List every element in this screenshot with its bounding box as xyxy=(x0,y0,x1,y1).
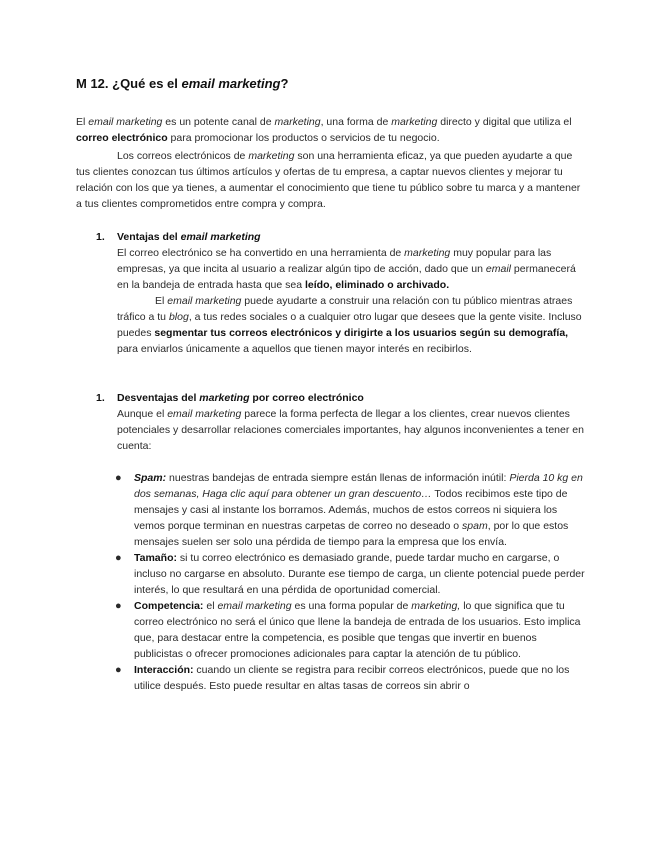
intro-paragraph-2 xyxy=(76,148,581,212)
text-run: directo y digital que utiliza el xyxy=(437,116,572,128)
text-run: es una forma popular de xyxy=(291,600,412,612)
section-title xyxy=(117,392,364,404)
text-run: son una herramienta eficaz, ya que pueden ayudarte a que tus clientes conozcan tus últimos artículos y ofertas de tu empresa, a captar nuevos clientes y mejorar tu relación con los que ya tienes, a aumentar el conocimiento que tiene tu público sobre tu marca y a mantener a tus clientes comprometidos entre compra y compra. xyxy=(76,150,581,210)
text-run: El xyxy=(155,295,168,307)
text-run: email marketing xyxy=(88,116,163,128)
text-run: el xyxy=(203,600,218,612)
bullet-list xyxy=(96,470,586,694)
text-run: lo que significa que tu correo electrónico no será el único que llene la bandeja de entrada de los usuarios. Esto implica que, para destacar entre la competencia, es posible que tengas que invertir en buenos publicistas o ofrecer promociones adicionales para captar la atención de tu público. xyxy=(134,600,581,660)
text-run: , por lo que estos mensajes suelen ser solo una pérdida de tiempo para la empresa que los envía. xyxy=(134,520,569,548)
text-run: email xyxy=(485,263,511,275)
text-run: spam xyxy=(462,520,488,532)
text-run: El correo electrónico se ha convertido en una herramienta de xyxy=(117,247,405,259)
text-run: marketing xyxy=(248,150,295,162)
text-run: Tamaño: xyxy=(134,552,177,564)
text-run: email marketing xyxy=(180,231,261,243)
text-run: para promocionar los productos o servicios de tu negocio. xyxy=(167,132,440,144)
bullet-icon: ● xyxy=(115,600,122,612)
list-item xyxy=(96,550,586,598)
section-heading xyxy=(96,390,586,406)
text-run: Ventajas del xyxy=(117,231,181,243)
text-run: Desventajas del xyxy=(117,392,200,404)
text-run: cuando un cliente se registra para recibir correos electrónicos, puede que no los utilice después. Esto puede resultar en altas tasas de correos sin abrir o xyxy=(134,664,570,692)
text-run: marketing xyxy=(199,392,250,404)
text-run: marketing xyxy=(391,116,438,128)
text-run: segmentar tus correos electrónicos y dirigirte a los usuarios según su demografía, xyxy=(154,327,569,339)
text-run: email marketing xyxy=(167,408,242,420)
text-run: , una forma de xyxy=(320,116,392,128)
section-title xyxy=(117,231,261,243)
text-run: puede ayudarte a construir una relación con tu público mientras atraes tráfico a tu xyxy=(117,295,573,323)
text-run: marketing xyxy=(274,116,321,128)
text-run: email marketing xyxy=(217,600,292,612)
text-run: marketing, xyxy=(411,600,461,612)
intro-paragraph-1 xyxy=(76,114,581,146)
section-heading xyxy=(96,229,586,245)
text-run: muy popular para las empresas, ya que incita al usuario a realizar algún tipo de acción, dado que un xyxy=(117,247,552,275)
text-run: email marketing xyxy=(167,295,242,307)
section-paragraph xyxy=(117,406,586,454)
text-run: , a tus redes sociales o a cualquier otro lugar que desees que la gente visite. Incluso puedes xyxy=(117,311,582,339)
section-paragraph xyxy=(117,293,586,357)
text-run: nuestras bandejas de entrada siempre están llenas de información inútil: xyxy=(166,472,510,484)
text-run: leído, eliminado o archivado. xyxy=(305,279,450,291)
text-run: Los correos electrónicos de xyxy=(117,150,249,162)
section-number: 1. xyxy=(96,231,105,243)
bullet-icon: ● xyxy=(115,664,122,676)
text-run: por correo electrónico xyxy=(249,392,364,404)
section-advantages xyxy=(96,229,586,357)
section-paragraph xyxy=(117,245,586,293)
text-run: El xyxy=(76,116,89,128)
text-run: es un potente canal de xyxy=(162,116,275,128)
text-run: Todos recibimos este tipo de mensajes y casi al instante los borramos. Además, muchos de estos correos ni siquiera los vemos porque terminan en nuestras carpetas de correo no deseado o xyxy=(134,488,568,532)
text-run: blog xyxy=(168,311,189,323)
text-run: correo electrónico xyxy=(76,132,168,144)
list-item xyxy=(96,662,586,694)
bullet-icon: ● xyxy=(115,472,122,484)
text-run: Competencia: xyxy=(134,600,204,612)
list-item xyxy=(96,470,586,550)
section-disadvantages xyxy=(96,390,586,694)
text-run: parece la forma perfecta de llegar a los clientes, crear nuevos clientes potenciales y desarrollar relaciones comerciales importantes, hay algunos inconvenientes a tener en cuenta: xyxy=(117,408,584,452)
text-run: Aunque el xyxy=(117,408,168,420)
text-run: Pierda 10 kg en dos semanas, Haga clic aquí para obtener un gran descuento… xyxy=(134,472,583,500)
text-run: para enviarlos únicamente a aquellos que tienen mayor interés en recibirlos. xyxy=(117,343,472,355)
text-run: permanecerá en la bandeja de entrada hasta que sea xyxy=(117,263,576,291)
text-run: Spam: xyxy=(134,472,167,484)
text-run: Interacción: xyxy=(134,664,194,676)
page-title: M 12. ¿Qué es el email marketing? xyxy=(76,76,289,91)
bullet-icon: ● xyxy=(115,552,122,564)
text-run: si tu correo electrónico es demasiado grande, puede tardar mucho en cargarse, o incluso no cargarse en absoluto. Durante ese tiempo de carga, un cliente potencial puede perder interés, lo que resultará en una pérdida de oportunidad comercial. xyxy=(134,552,585,596)
text-run: marketing xyxy=(404,247,451,259)
section-number: 1. xyxy=(96,392,105,404)
list-item xyxy=(96,598,586,662)
